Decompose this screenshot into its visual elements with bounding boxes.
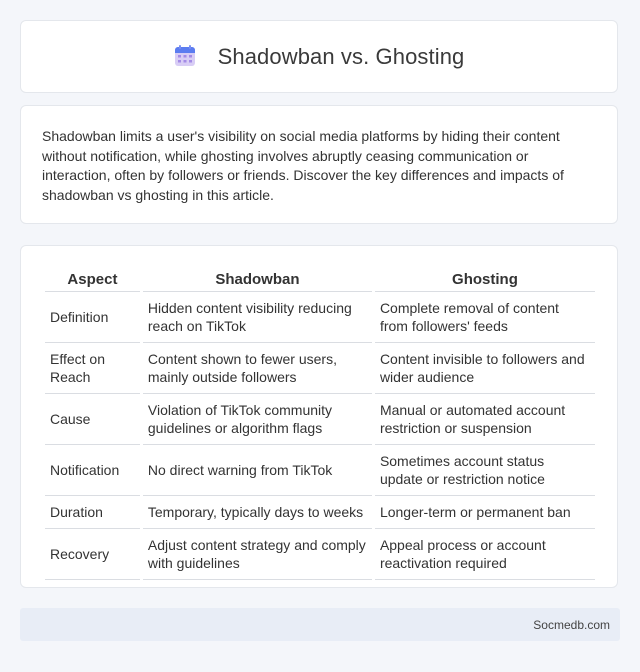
aspect-cell: Notification (45, 445, 140, 496)
table-row (45, 292, 595, 343)
shadowban-cell: No direct warning from TikTok (143, 445, 372, 496)
ghosting-cell: Complete removal of content from followers' feeds (375, 292, 595, 343)
ghosting-cell: Manual or automated account restriction or suspension (375, 394, 595, 445)
shadowban-cell: Temporary, typically days to weeks (143, 496, 372, 529)
page-title: Shadowban vs. Ghosting (217, 43, 465, 69)
ghosting-cell: Longer-term or permanent ban (375, 496, 595, 529)
header-aspect: Aspect (45, 268, 140, 292)
footer (20, 608, 620, 641)
calendar-icon (174, 45, 196, 67)
aspect-cell: Effect on Reach (45, 343, 140, 394)
shadowban-cell: Content shown to fewer users, mainly outside followers (143, 343, 372, 394)
header-ghosting: Ghosting (375, 268, 595, 292)
ghosting-cell: Appeal process or account reactivation required (375, 529, 595, 580)
intro-card (20, 105, 618, 224)
ghosting-cell: Content invisible to followers and wider audience (375, 343, 595, 394)
table-row (45, 529, 595, 580)
footer-site-link[interactable]: Socmedb.com (533, 618, 610, 632)
title-card (20, 20, 618, 93)
shadowban-cell: Adjust content strategy and comply with guidelines (143, 529, 372, 580)
aspect-cell: Cause (45, 394, 140, 445)
aspect-cell: Definition (45, 292, 140, 343)
title-row (21, 21, 617, 92)
header-shadowban: Shadowban (143, 268, 372, 292)
comparison-table (42, 268, 598, 580)
aspect-cell: Duration (45, 496, 140, 529)
table-header-row (45, 268, 595, 292)
table-row (45, 394, 595, 445)
table-row (45, 445, 595, 496)
shadowban-cell: Hidden content visibility reducing reach on TikTok (143, 292, 372, 343)
table-row (45, 343, 595, 394)
table-row (45, 496, 595, 529)
comparison-card (20, 245, 618, 588)
intro-text: Shadowban limits a user's visibility on social media platforms by hiding their content without notification, while ghosting involves abruptly ceasing communication or interaction, often by followers or friends. Discover the key differences and impacts of shadowban vs ghosting in this article. (42, 128, 564, 203)
ghosting-cell: Sometimes account status update or restriction notice (375, 445, 595, 496)
aspect-cell: Recovery (45, 529, 140, 580)
shadowban-cell: Violation of TikTok community guidelines or algorithm flags (143, 394, 372, 445)
